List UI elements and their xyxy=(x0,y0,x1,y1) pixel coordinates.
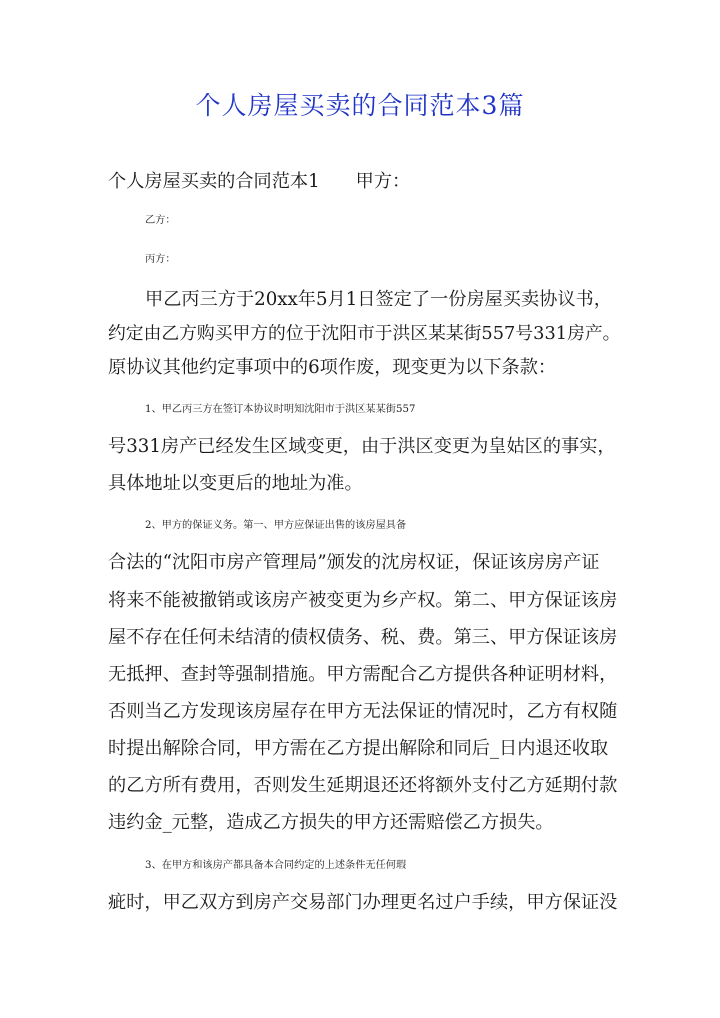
paragraph-line: 原协议其他约定事项中的6项作废，现变更为以下条款： xyxy=(108,357,557,378)
clause-2-line: 无抵押、查封等强制措施。甲方需配合乙方提供各种证明材料， xyxy=(108,664,618,685)
paragraph-line: 约定由乙方购买甲方的位于沈阳市于洪区某某街557号331房产。 xyxy=(108,323,621,344)
party-c-line: 丙方： xyxy=(145,254,176,265)
clause-1-line: 号331房产已经发生区域变更，由于洪区变更为皇姑区的事实， xyxy=(108,436,616,457)
party-a-label: 甲方： xyxy=(355,171,411,192)
clause-2-line: 的乙方所有费用，否则发生延期退还还将额外支付乙方延期付款 xyxy=(108,775,618,796)
clause-2-line: 否则当乙方发现该房屋存在甲方无法保证的情况时，乙方有权随 xyxy=(108,701,618,722)
clause-2-line: 2、甲方的保证义务。第一、甲方应保证出售的该房屋具备 xyxy=(145,520,407,531)
clause-2-line: 将来不能被撤销或该房产被变更为乡产权。第二、甲方保证该房 xyxy=(108,590,618,611)
clause-2-line: 时提出解除合同，甲方需在乙方提出解除和同后_日内退还收取 xyxy=(108,738,609,759)
clause-2-line: 屋不存在任何未结清的债权债务、税、费。第三、甲方保证该房 xyxy=(108,627,618,648)
clause-3-line: 3、在甲方和该房产都具备本合同约定的上述条件无任何瑕 xyxy=(145,860,407,871)
clause-1-line: 具体地址以变更后的地址为准。 xyxy=(108,473,363,494)
clause-1-line: 1、甲乙丙三方在签订本协议时明知沈阳市于洪区某某街557 xyxy=(145,404,416,415)
document-title: 个人房屋买卖的合同范本3篇 xyxy=(195,91,525,120)
header-line xyxy=(108,164,620,200)
clause-2-line: 违约金_元整，造成乙方损失的甲方还需赔偿乙方损失。 xyxy=(108,812,554,833)
party-b-line: 乙方： xyxy=(145,215,176,226)
paragraph-line: 甲乙丙三方于20xx年5月1日签定了一份房屋买卖协议书， xyxy=(145,289,612,310)
contract-subtitle: 个人房屋买卖的合同范本1 xyxy=(108,171,320,192)
clause-3-line: 疵时，甲乙双方到房产交易部门办理更名过户手续，甲方保证没 xyxy=(108,892,618,913)
clause-2-line: 合法的“沈阳市房产管理局”颁发的沈房权证，保证该房房产证 xyxy=(108,552,600,573)
